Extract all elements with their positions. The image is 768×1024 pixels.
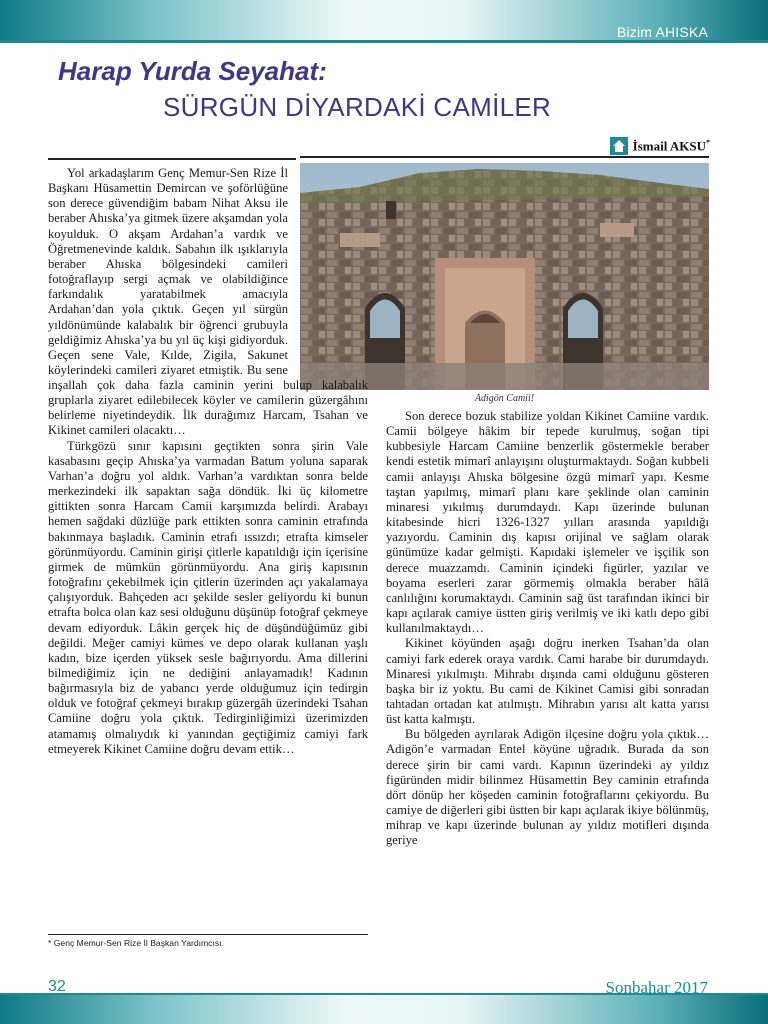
footnote-rule: [48, 934, 368, 935]
left-column-top: [48, 166, 288, 378]
house-icon: [610, 137, 628, 155]
page-number: 32: [48, 978, 66, 995]
author-byline: [610, 137, 710, 155]
paragraph-left-2: Türkgözü sınır kapısını geçtikten sonra şirin Vale kasabasını geçip Ahıska’ya varmadan Batum yoluna saparak Varhan’a doğru yol aldık. Varhan’a vardıktan sonra belde merkezindeki ilk sapaktan sağa döndük. İki üç kilometre gittikten sonra Harcam Camii karşımızda belirdi. Arabayı hemen sağdaki düzlüğe park ettikten sonra caminin etrafında bakınmaya başladık. Caminin etrafı ıssızdı; etrafta kimseler görünmüyordu. Caminin girişi çitlerle kapatıldığı için içerisine girmek de mümkün görünmüyordu. Ana giriş kapısının fotoğrafını çekebilmek için çitlerin üzerinden açı yakalamaya çalışıyorduk. Bahçeden acı şekilde sesler geliyordu ki bunun etrafta bolca olan kaz sesi olduğunu düşünüp fotoğraf çekmeye devam ediyorduk. Lâkin gerçek hiç de düşündüğümüz gibi değildi. Meğer camiyi kümes ve depo olarak kullanan yaşlı kadın, bize içerden yüksek sesle bağırıyordu. Ama dillerini bilmediğimiz için ne dediğini anlayamadık! Kadının bağırmasıyla biz de yabancı yerde olduğumuz için tedirgin olduk ve fotoğraf çekmeyi bırakıp güzergâh üzerindeki Tsahan Camiine doğru yola çıktık. Tedirginliğimizi üzerimizden atamamış olmalıydık ki yanından geçtiğimiz camiyi fark etmeyerek Kikinet Camiine doğru devam ettik…: [48, 438, 368, 756]
right-column: [386, 409, 709, 849]
paragraph-left-1-continued: inşallah çok daha fazla caminin yerini bulup kalabalık gruplarla ziyaret edilebilecek köyler ve camilerin güzergâhını belirleme niyetindeydik. İlk durağımız Harcam, Tsahan ve Kikinet camileri olacaktı…: [48, 378, 368, 438]
footer-band: [0, 994, 768, 1024]
magazine-name: Bizim AHISKA: [616, 24, 708, 40]
paragraph-right-3: Bu bölgeden ayrılarak Adigön ilçesine doğru yola çıktık… Adigön’e varmadan Entel köyüne uğradık. Burada da son derece şirin bir cami vardı. Kapının üzerindeki ay yıldız figüründen midir bilinmez Hüsamettin Bey caminin etrafında dört dönüp her köşeden caminin fotoğraflarını çekiyordu. Bu camiye de diğerleri gibi üstten bir kapı açılarak ikiye bölünmüş, mihrap ve kapı üzerinde bulunan ay yıldız motifleri dışında geriye: [386, 727, 709, 848]
photo-caption: Adigön Camii!: [474, 393, 535, 404]
article-subtitle: SÜRGÜN DİYARDAKİ CAMİLER: [163, 92, 552, 122]
paragraph-right-2: Kikinet köyünden aşağı doğru inerken Tsahan’da olan camiyi fark ederek oraya vardık. Cami harabe bir durumdaydı. Minaresi yıkılmıştı. Mihrabı dışında cami olduğunu gösteren başka bir iz yoktu. Bu cami de Kikinet Camisi gibi sonradan tahtadan ortadan kat atılmıştı. Mihrabın yarısı alt katta yarısı üst katta kalmıştı.: [386, 636, 709, 727]
header-rule: [0, 40, 768, 43]
paragraph-left-1: Yol arkadaşlarım Genç Memur-Sen Rize İl Başkanı Hüsamettin Demircan ve şoförlüğüne son derece güvendiğim babam Nihat Aksu ile beraber Ahıska’ya gitmek üzere akşamdan yola koyulduk. O akşam Ardahan’a vardık ve Öğretmenevinde kaldık. Sabahın ilk ışıklarıyla beraber Ahıska bölgesindeki camileri fotoğraflayıp sergi açmak ve olabildiğince farkındalık yaratabilmek amacıyla Ardahan’dan yola çıktık. Geçen yıl sürgün yıldönümünde kalabalık bir öğrenci grubuyla geldiğimiz Ahıska’ya bu yıl üç kişi gidiyorduk. Geçen sene Vale, Kılde, Zigila, Sakunet köylerindeki camileri ziyaret etmiştik. Bu sene: [48, 166, 288, 378]
footnote: * Genç Memur-Sen Rize İl Başkan Yardımcısı.: [48, 938, 224, 948]
paragraph-right-1: Son derece bozuk stabilize yoldan Kikinet Camiine vardık. Camii bölgeye hâkim bir tepede kurulmuş, soğan tipi kubbesiyle Harcam Camiine benzerlik göstermekle beraber kendi estetik mimarî anlayışını oluşturmaktaydı. Soğan kubbeli camii anlayışı Ahıska bölgesine özgü mimarî yapı. Kesme taştan yapılmış, mimarî planı kare şeklinde olan caminin minaresi yıkılmış durumdaydı. Kapı üzerinde bulunan kitabesinde hicri 1326-1327 yılları arasında yapıldığı yazıyordu. Caminin dış kapısı orijinal ve sağlam olarak günümüze kadar gelmişti. Kapıdaki işlemeler ve işçilik son derece muazzamdı. Caminin içindeki figürler, yazılar ve boyama eserleri zarar görmemiş olmakla beraber hâlâ canlılığını korumaktaydı. Caminin sağ üst tarafından ikinci bir kapı açılarak camiye üstten giriş verilmiş ve iki katlı depo gibi kullanılmaktaydı…: [386, 409, 709, 636]
mosque-ruin-image: [300, 163, 709, 390]
article-title: Harap Yurda Seyahat:: [58, 56, 327, 86]
issue-season: Sonbahar 2017: [605, 978, 708, 997]
left-column-bottom: [48, 378, 368, 757]
author-name: İsmail AKSU*: [632, 137, 710, 154]
column-rule-left: [48, 158, 296, 160]
column-rule-right: [300, 156, 709, 158]
mosque-photo: [300, 163, 709, 390]
